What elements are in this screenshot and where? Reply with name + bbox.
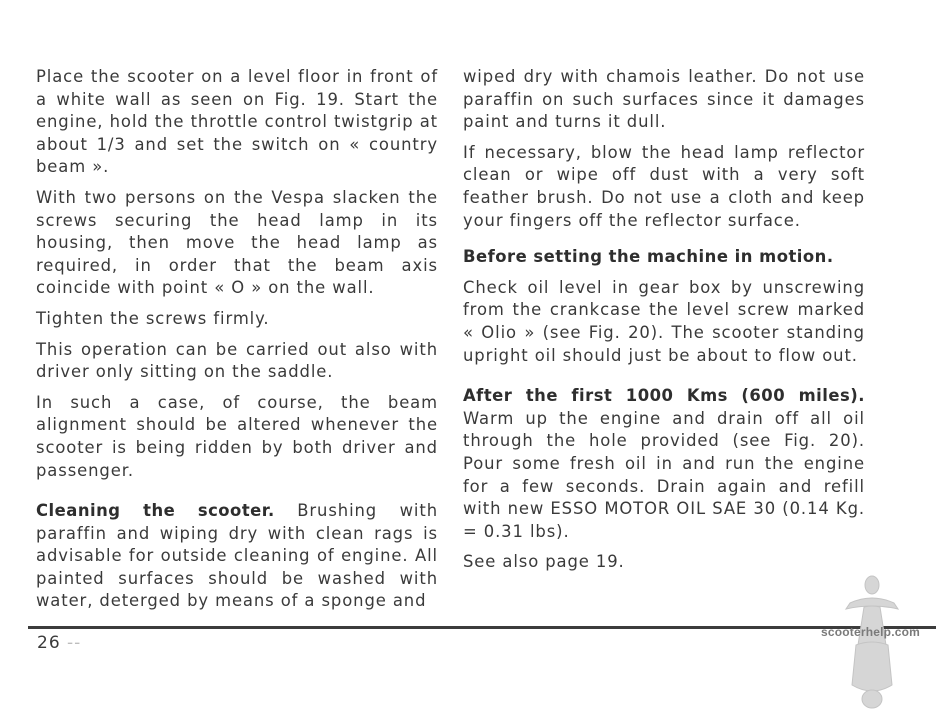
heading-first-1000: After the first 1000 Kms (600 miles). — [463, 386, 865, 406]
footer-rule — [28, 626, 936, 629]
page-number: 26 — [37, 633, 61, 653]
paragraph-driver-only: This operation can be carried out also with driver only sitting on the saddle. — [36, 339, 438, 382]
paragraph-chamois: wiped dry with chamois leather. Do not use paraffin on such surfaces since it damages paint and turns it dull. — [463, 67, 865, 132]
paragraph-tighten: Tighten the screws firmly. — [36, 308, 270, 328]
page-dash: -- — [67, 633, 82, 653]
cleaning-text: Brushing with paraffin and wiping dry with clean rags is advisable for outside cleaning of engine. All painted surfaces should be washed with water, deterged by means of a sponge and — [36, 501, 438, 611]
see-also: See also page 19. — [463, 552, 625, 572]
paragraph-reflector: If necessary, blow the head lamp reflector clean or wipe off dust with a very soft feather brush. Do not use a cloth and keep your fingers off the reflector surface. — [463, 142, 865, 230]
paragraph-beam-alignment: In such a case, of course, the beam alignment should be altered whenever the scooter is being ridden by both driver and passenger. — [36, 392, 438, 480]
first-1000-text: Warm up the engine and drain off all oil through the hole provided (see Fig. 20). Pour some fresh oil in and run the engine for a few seconds. Drain again and refill with new ESSO MOTOR OIL SAE 30 (0.14 Kg. = 0.31 lbs). — [463, 408, 865, 541]
section-cleaning — [36, 500, 438, 613]
paragraph-headlamp-setup: Place the scooter on a level floor in front of a white wall as seen on Fig. 19. Start the engine, hold the throttle control twistgrip at about 1/3 and set the switch on « country beam ». — [36, 67, 438, 177]
scooter-watermark-icon — [820, 575, 936, 710]
heading-before-motion: Before setting the machine in motion. — [463, 247, 834, 267]
section-first-1000 — [463, 385, 865, 543]
page-number-line — [37, 633, 81, 653]
right-column — [463, 66, 865, 582]
left-column — [36, 66, 438, 621]
paragraph-headlamp-adjust: With two persons on the Vespa slacken the screws securing the head lamp in its housing, then move the head lamp as required, in order that the beam axis coincide with point « O » on the wall. — [36, 187, 438, 298]
heading-cleaning: Cleaning the scooter. — [36, 501, 275, 521]
watermark-text: scooterhelp.com — [821, 625, 921, 639]
paragraph-oil-level: Check oil level in gear box by unscrewing from the crankcase the level screw marked « Olio » (see Fig. 20). The scooter standing upright oil should just be about to flow out. — [463, 277, 865, 365]
